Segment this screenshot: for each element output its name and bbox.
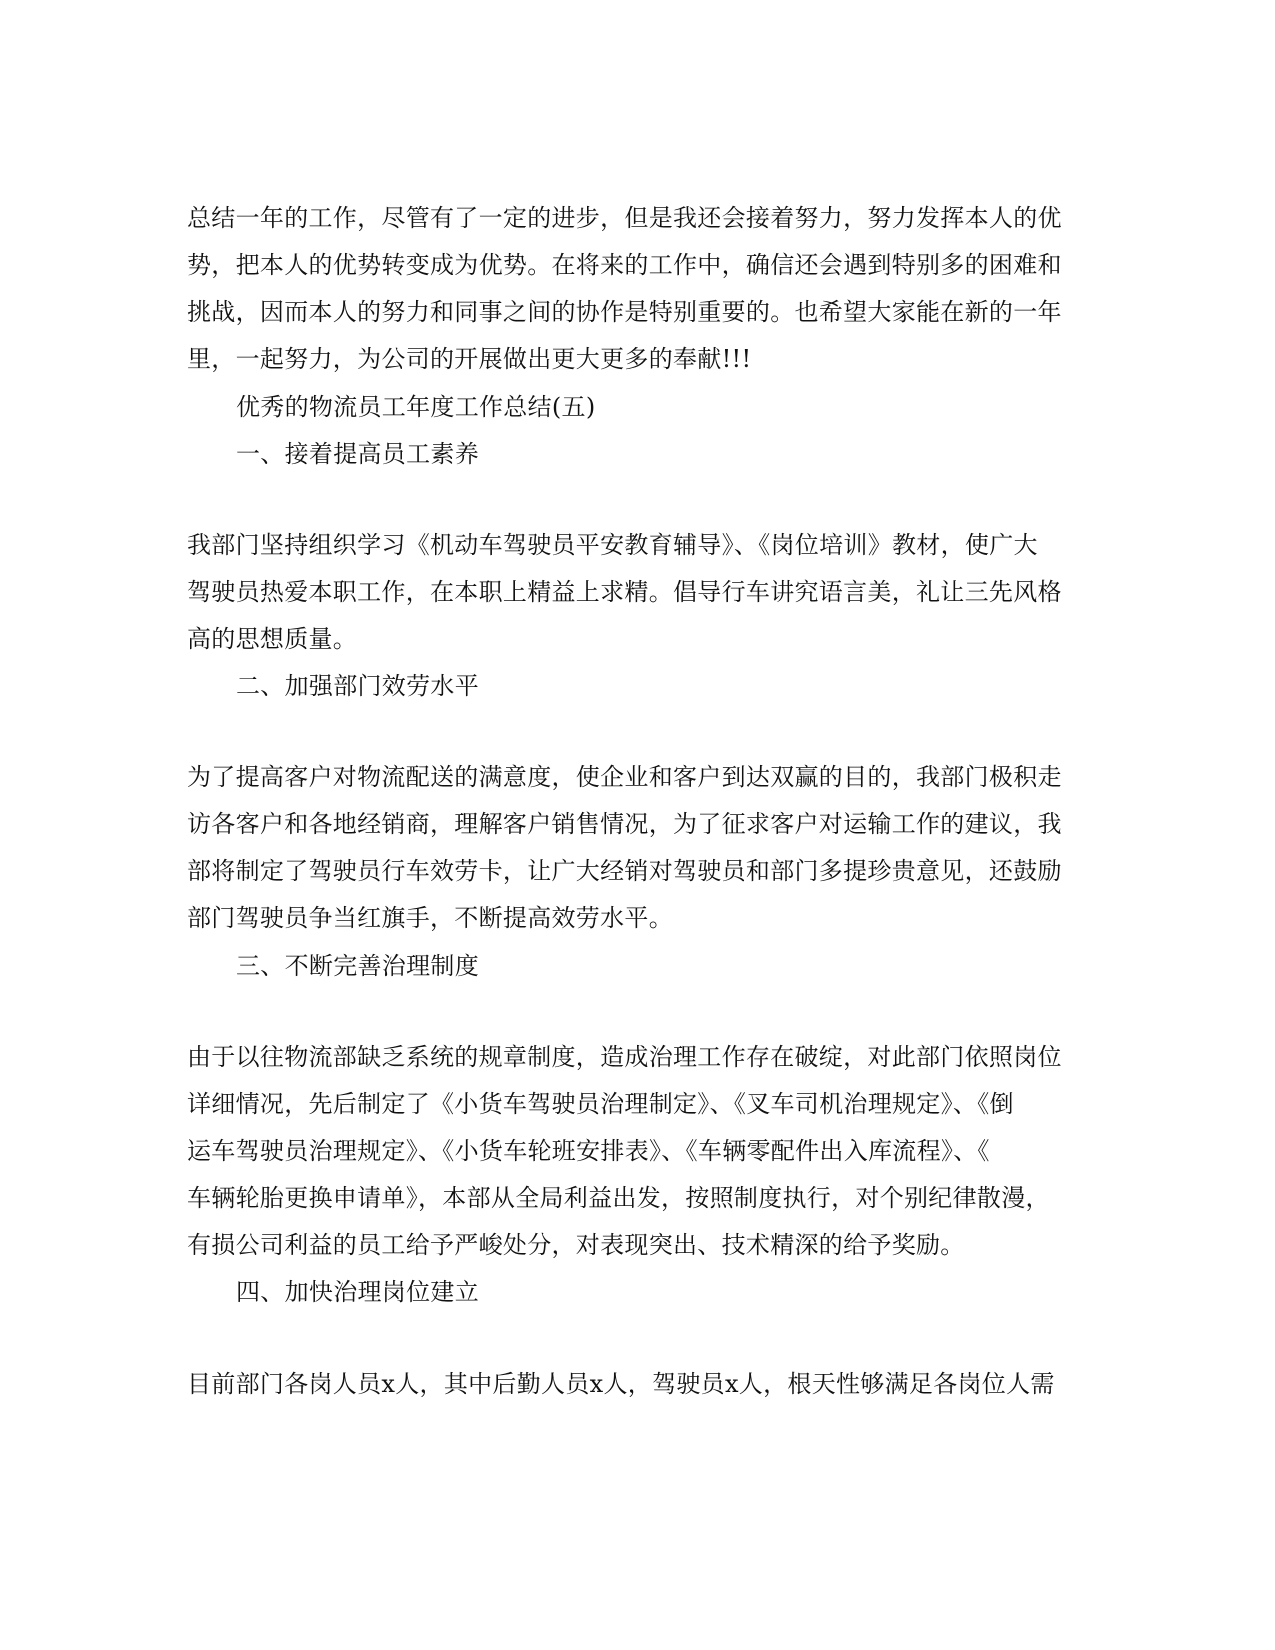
body-text-line: 驾驶员热爱本职工作，在本职上精益上求精。倡导行车讲究语言美，礼让三先风格 bbox=[187, 578, 1062, 606]
body-text-line: 势，把本人的优势转变成为优势。在将来的工作中，确信还会遇到特别多的困难和 bbox=[187, 251, 1062, 279]
body-text-line: 访各客户和各地经销商，理解客户销售情况，为了征求客户对运输工作的建议，我 bbox=[187, 810, 1062, 838]
body-text-line: 总结一年的工作，尽管有了一定的进步，但是我还会接着努力，努力发挥本人的优 bbox=[187, 204, 1062, 232]
body-text-line: 部门驾驶员争当红旗手，不断提高效劳水平。 bbox=[187, 904, 673, 932]
body-text-line: 我部门坚持组织学习《机动车驾驶员平安教育辅导》、《岗位培训》教材，使广大 bbox=[187, 531, 1038, 559]
body-text-line: 高的思想质量。 bbox=[187, 625, 358, 653]
body-text-line: 有损公司利益的员工给予严峻处分，对表现突出、技术精深的给予奖励。 bbox=[187, 1231, 965, 1259]
body-text-line: 挑战，因而本人的努力和同事之间的协作是特别重要的。也希望大家能在新的一年 bbox=[187, 298, 1062, 326]
section-heading: 四、加快治理岗位建立 bbox=[236, 1278, 479, 1306]
body-text-line: 部将制定了驾驶员行车效劳卡，让广大经销对驾驶员和部门多提珍贵意见，还鼓励 bbox=[187, 857, 1062, 885]
body-text-line: 里，一起努力，为公司的开展做出更大更多的奉献!!! bbox=[187, 345, 752, 373]
body-text-line: 详细情况，先后制定了《小货车驾驶员治理制定》、《叉车司机治理规定》、《倒 bbox=[187, 1090, 1014, 1118]
section-heading: 二、加强部门效劳水平 bbox=[236, 672, 479, 700]
body-text-line: 目前部门各岗人员x人，其中后勤人员x人，驾驶员x人，根天性够满足各岗位人需 bbox=[187, 1370, 1055, 1398]
body-text-line: 车辆轮胎更换申请单》，本部从全局利益出发，按照制度执行，对个别纪律散漫， bbox=[187, 1184, 1050, 1212]
body-text-line: 运车驾驶员治理规定》、《小货车轮班安排表》、《车辆零配件出入库流程》、《 bbox=[187, 1137, 990, 1165]
body-text-line: 为了提高客户对物流配送的满意度，使企业和客户到达双赢的目的，我部门极积走 bbox=[187, 763, 1062, 791]
section-heading: 一、接着提高员工素养 bbox=[236, 440, 479, 468]
section-title: 优秀的物流员工年度工作总结(五) bbox=[236, 393, 596, 421]
body-text-line: 由于以往物流部缺乏系统的规章制度，造成治理工作存在破绽，对此部门依照岗位 bbox=[187, 1043, 1062, 1071]
section-heading: 三、不断完善治理制度 bbox=[236, 952, 479, 980]
